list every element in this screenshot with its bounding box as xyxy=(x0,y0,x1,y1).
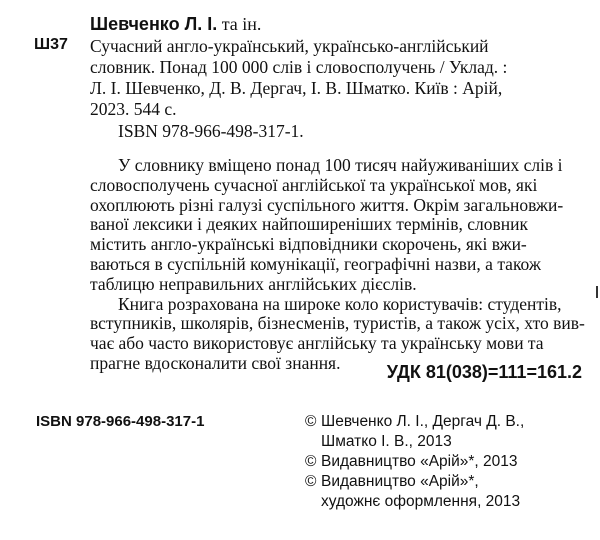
copyright-continuation: Шматко І. В., 2013 xyxy=(321,433,452,450)
copyright-icon: © xyxy=(305,453,317,470)
annotation-line: словосполучень сучасної англійської та української мов, які xyxy=(90,174,538,195)
copyright-text: Видавництво «Арій»*, 2013 xyxy=(321,453,518,470)
bib-line: Сучасний англо-український, українсько-англійський xyxy=(90,36,489,56)
udc-code: УДК 81(038)=111=161.2 xyxy=(386,362,582,382)
annotation-line: чає або часто використовує англійську та українську мови та xyxy=(90,333,544,354)
copyright-icon: © xyxy=(305,473,317,490)
copyright-row xyxy=(305,472,524,492)
copyright-text: Шевченко Л. І., Дергач Д. В., xyxy=(321,413,525,430)
margin-mark xyxy=(596,286,598,298)
copyright-block xyxy=(305,412,524,512)
annotation-line: охоплюють різні галузі суспільного життя. Окрім загальновжи- xyxy=(90,194,564,215)
author-surname: Шевченко Л. І. xyxy=(90,14,218,34)
bib-line: словник. Понад 100 000 слів і словосполучень / Уклад. : xyxy=(90,57,508,77)
annotation-line: ваної лексики і деяких найпоширеніших термінів, словник xyxy=(90,214,529,235)
annotation-line: прагне вдосконалити свої знання. xyxy=(90,352,341,373)
author-rest: та ін. xyxy=(221,14,262,34)
annotation-line: таблицю неправильних англійських дієслів. xyxy=(90,273,417,294)
copyright-icon: © xyxy=(305,413,317,430)
copyright-row xyxy=(305,452,524,472)
annotation-line: містить англо-українські відповідники скорочень, які вжи- xyxy=(90,234,527,255)
copyright-text: Видавництво «Арій»*, xyxy=(321,473,479,490)
copyright-row xyxy=(305,412,524,432)
annotation xyxy=(90,156,590,374)
annotation-line: вступників, школярів, бізнесменів, туристів, а також усіх, хто вив- xyxy=(90,313,585,334)
annotation-line: У словнику вміщено понад 100 тисяч найуживаніших слів і xyxy=(118,155,563,175)
isbn-footer: ISBN 978-966-498-317-1 xyxy=(36,413,205,430)
annotation-line: ваються в суспільній комунікації, географічні назви, а також xyxy=(90,253,541,274)
annotation-paragraph-1 xyxy=(90,156,590,295)
bibliographic-description xyxy=(90,36,590,120)
author-heading xyxy=(90,14,261,35)
cutter-number: Ш37 xyxy=(34,36,68,53)
annotation-line: Книга розрахована на широке коло користувачів: студентів, xyxy=(118,293,562,314)
isbn-main: ISBN 978-966-498-317-1. xyxy=(118,121,304,141)
bib-line: 2023. 544 с. xyxy=(90,99,177,119)
bib-line: Л. І. Шевченко, Д. В. Дергач, І. В. Шматко. Київ : Арій, xyxy=(90,78,503,98)
copyright-continuation: художнє оформлення, 2013 xyxy=(321,493,521,510)
